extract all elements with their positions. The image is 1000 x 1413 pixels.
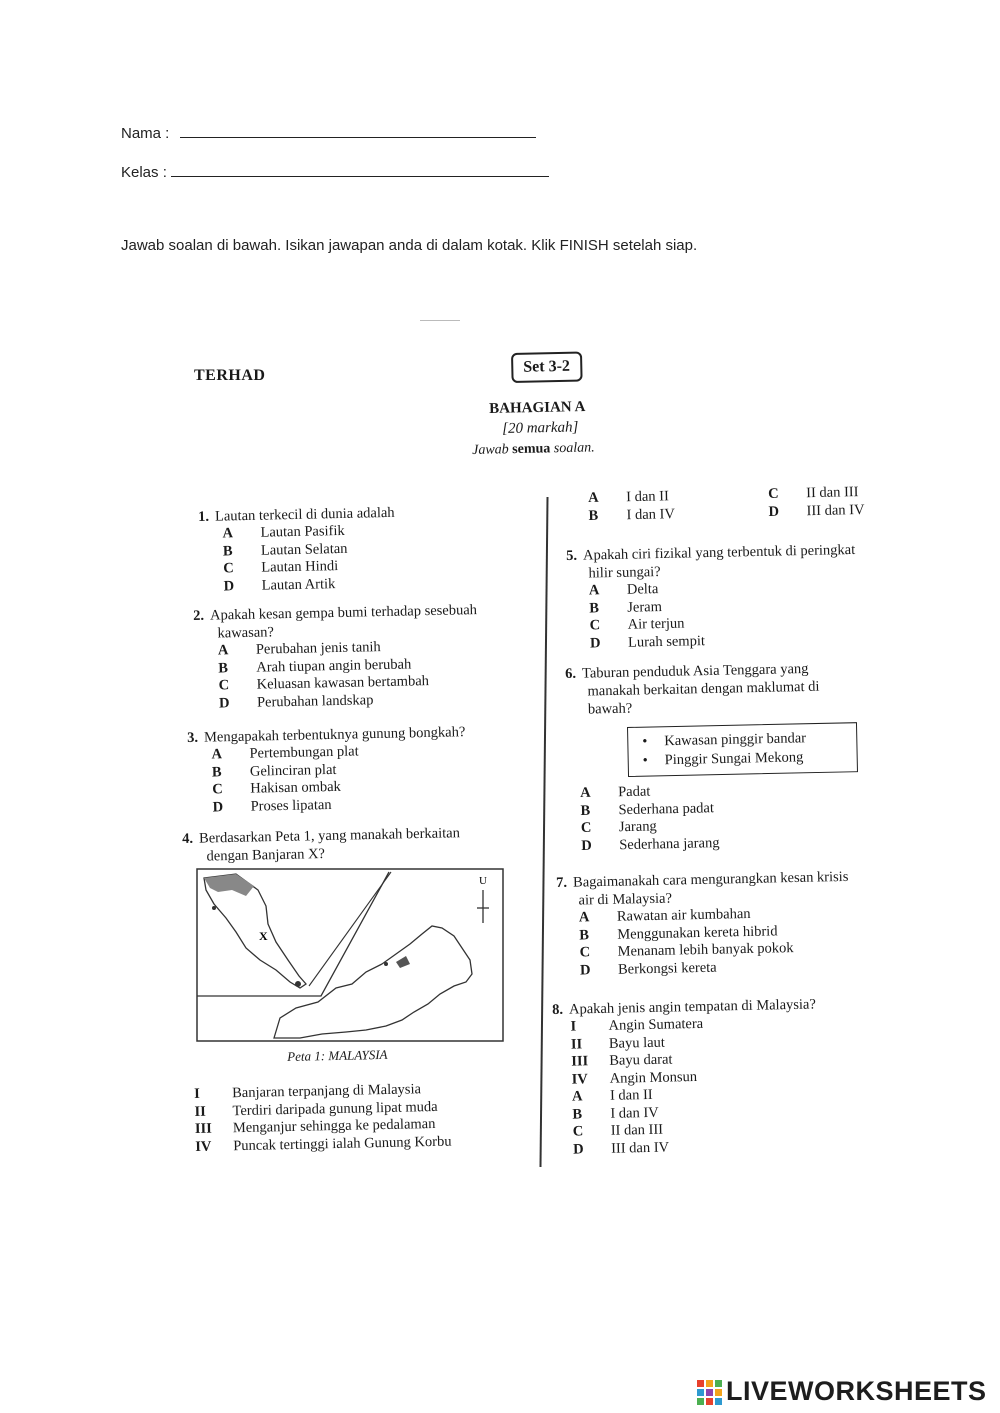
q1-text: Lautan terkecil di dunia adalah <box>214 504 395 525</box>
q4-option-a[interactable]: A I dan II <box>588 488 669 506</box>
q5-number: 5. <box>566 547 578 564</box>
q6-text-1: Taburan penduduk Asia Tenggara yang <box>581 660 809 682</box>
q4-options <box>588 488 675 525</box>
q4-statement-4: IV Puncak tertinggi ialah Gunung Korbu <box>195 1133 452 1155</box>
q2-option-d[interactable]: D Perubahan landskap <box>218 691 374 711</box>
marks-label: [20 markah] <box>502 419 579 437</box>
logo-grid-icon <box>697 1380 722 1405</box>
q4-option-d[interactable]: D III dan IV <box>768 501 865 520</box>
map-caption: Peta 1: MALAYSIA <box>287 1046 388 1064</box>
question-6 <box>565 658 906 719</box>
q4-option-b[interactable]: B I dan IV <box>588 505 676 524</box>
question-7 <box>556 868 850 980</box>
q4-text-2: dengan Banjaran X? <box>206 846 326 865</box>
q2-number: 2. <box>193 607 205 624</box>
set-label: Set 3-2 <box>511 352 582 383</box>
q6-option-b[interactable]: B Sederhana padat <box>580 799 715 819</box>
q8-statement-4: IV Angin Monsun <box>571 1068 698 1088</box>
q3-option-b[interactable]: B Gelinciran plat <box>211 761 337 780</box>
instruction-post: soalan. <box>553 440 595 457</box>
map-marker-x: X <box>259 929 268 943</box>
question-8 <box>552 995 819 1158</box>
q1-number: 1. <box>198 508 210 525</box>
q1-option-b[interactable]: B Lautan Selatan <box>222 540 348 559</box>
q4-number: 4. <box>182 830 194 847</box>
q6-options <box>580 782 720 855</box>
liveworksheets-logo[interactable] <box>697 1376 987 1407</box>
q6-box-item-2: • Pinggir Sungai Mekong <box>642 749 804 769</box>
malaysia-map <box>196 868 506 1043</box>
q8-statement-2: II Bayu laut <box>570 1034 666 1053</box>
q6-info-box <box>627 722 858 777</box>
q5-option-c[interactable]: C Air terjun <box>589 615 685 634</box>
question-4 <box>182 824 460 866</box>
q2-text-1: Apakah kesan gempa bumi terhadap sesebuah <box>209 602 478 624</box>
scan-mark <box>420 320 460 321</box>
q6-option-d[interactable]: D Sederhana jarang <box>581 834 720 854</box>
question-1 <box>198 504 396 596</box>
q2-option-c[interactable]: C Keluasan kawasan bertambah <box>218 673 430 694</box>
q2-option-a[interactable]: A Perubahan jenis tanih <box>217 639 381 659</box>
q6-option-c[interactable]: C Jarang <box>580 818 657 836</box>
q7-number: 7. <box>556 874 568 891</box>
q5-option-b[interactable]: B Jeram <box>589 598 663 617</box>
q8-option-b[interactable]: B I dan IV <box>572 1104 659 1123</box>
instruction-bold: semua <box>512 441 551 458</box>
q3-option-c[interactable]: C Hakisan ombak <box>212 778 342 798</box>
q8-text: Apakah jenis angin tempatan di Malaysia? <box>568 996 817 1018</box>
q7-text-2: air di Malaysia? <box>578 890 673 909</box>
question-2 <box>193 601 479 713</box>
q5-option-d[interactable]: D Lurah sempit <box>589 632 706 652</box>
q5-option-a[interactable]: A Delta <box>588 581 659 599</box>
question-5 <box>566 540 913 653</box>
name-label: Nama : <box>121 125 170 142</box>
q3-option-d[interactable]: D Proses lipatan <box>212 796 332 815</box>
column-divider <box>539 497 548 1167</box>
compass-label: U <box>479 875 487 887</box>
q6-box-item-1: • Kawasan pinggir bandar <box>642 730 807 750</box>
q8-statement-1: I Angin Sumatera <box>570 1015 704 1035</box>
q8-statement-3: III Bayu darat <box>571 1051 673 1070</box>
q6-text-2: manakah berkaitan dengan maklumat di <box>587 678 820 700</box>
q8-option-d[interactable]: D III dan IV <box>572 1139 670 1158</box>
q4-statement-2: II Terdiri daripada gunung lipat muda <box>194 1098 438 1120</box>
q7-text-1: Bagaimanakah cara mengurangkan kesan krisis <box>572 868 849 891</box>
q4-text-1: Berdasarkan Peta 1, yang manakah berkaitan <box>198 825 461 847</box>
q1-option-a[interactable]: A Lautan Pasifik <box>222 522 345 542</box>
section-instruction <box>472 440 595 459</box>
q5-text-1: Apakah ciri fizikal yang terbentuk di peringkat <box>582 541 856 564</box>
q3-number: 3. <box>187 729 199 746</box>
q3-text: Mengapakah terbentuknya gunung bongkah? <box>203 724 466 746</box>
q6-number: 6. <box>565 665 577 682</box>
section-title: BAHAGIAN A <box>489 398 586 417</box>
logo-text: LIVEWORKSHEETS <box>726 1376 987 1406</box>
q2-option-b[interactable]: B Arah tiupan angin berubah <box>218 655 412 676</box>
q7-option-c[interactable]: C Menanam lebih banyak pokok <box>579 940 794 961</box>
instruction-text: Jawab soalan di bawah. Isikan jawapan anda di dalam kotak. Klik FINISH setelah siap. <box>121 237 698 254</box>
q2-text-2: kawasan? <box>217 624 275 642</box>
q8-option-a[interactable]: A I dan II <box>571 1086 653 1105</box>
q1-option-c[interactable]: C Lautan Hindi <box>223 558 339 577</box>
q4-statements <box>194 1081 452 1156</box>
q6-option-a[interactable]: A Padat <box>580 783 651 801</box>
q6-text-3: bawah? <box>587 700 633 718</box>
q8-option-c[interactable]: C II dan III <box>572 1121 664 1140</box>
instruction-pre: Jawab <box>472 442 509 458</box>
q4-statement-3: III Menganjur sehingga ke pedalaman <box>194 1115 436 1137</box>
q4-option-c[interactable]: C II dan III <box>768 484 859 502</box>
q8-number: 8. <box>552 1001 564 1018</box>
q4-statement-1: I Banjaran terpanjang di Malaysia <box>194 1081 422 1102</box>
question-3 <box>187 723 467 817</box>
class-label: Kelas : <box>121 164 167 181</box>
q7-option-b[interactable]: B Menggunakan kereta hibrid <box>579 922 778 944</box>
q1-option-d[interactable]: D Lautan Artik <box>223 575 336 594</box>
q3-option-a[interactable]: A Pertembungan plat <box>211 743 359 763</box>
q7-option-d[interactable]: D Berkongsi kereta <box>579 959 717 979</box>
restricted-label: TERHAD <box>194 367 266 384</box>
q5-text-2: hilir sungai? <box>588 564 661 582</box>
q7-option-a[interactable]: A Rawatan air kumbahan <box>578 905 751 926</box>
q4-options-right <box>768 484 865 521</box>
